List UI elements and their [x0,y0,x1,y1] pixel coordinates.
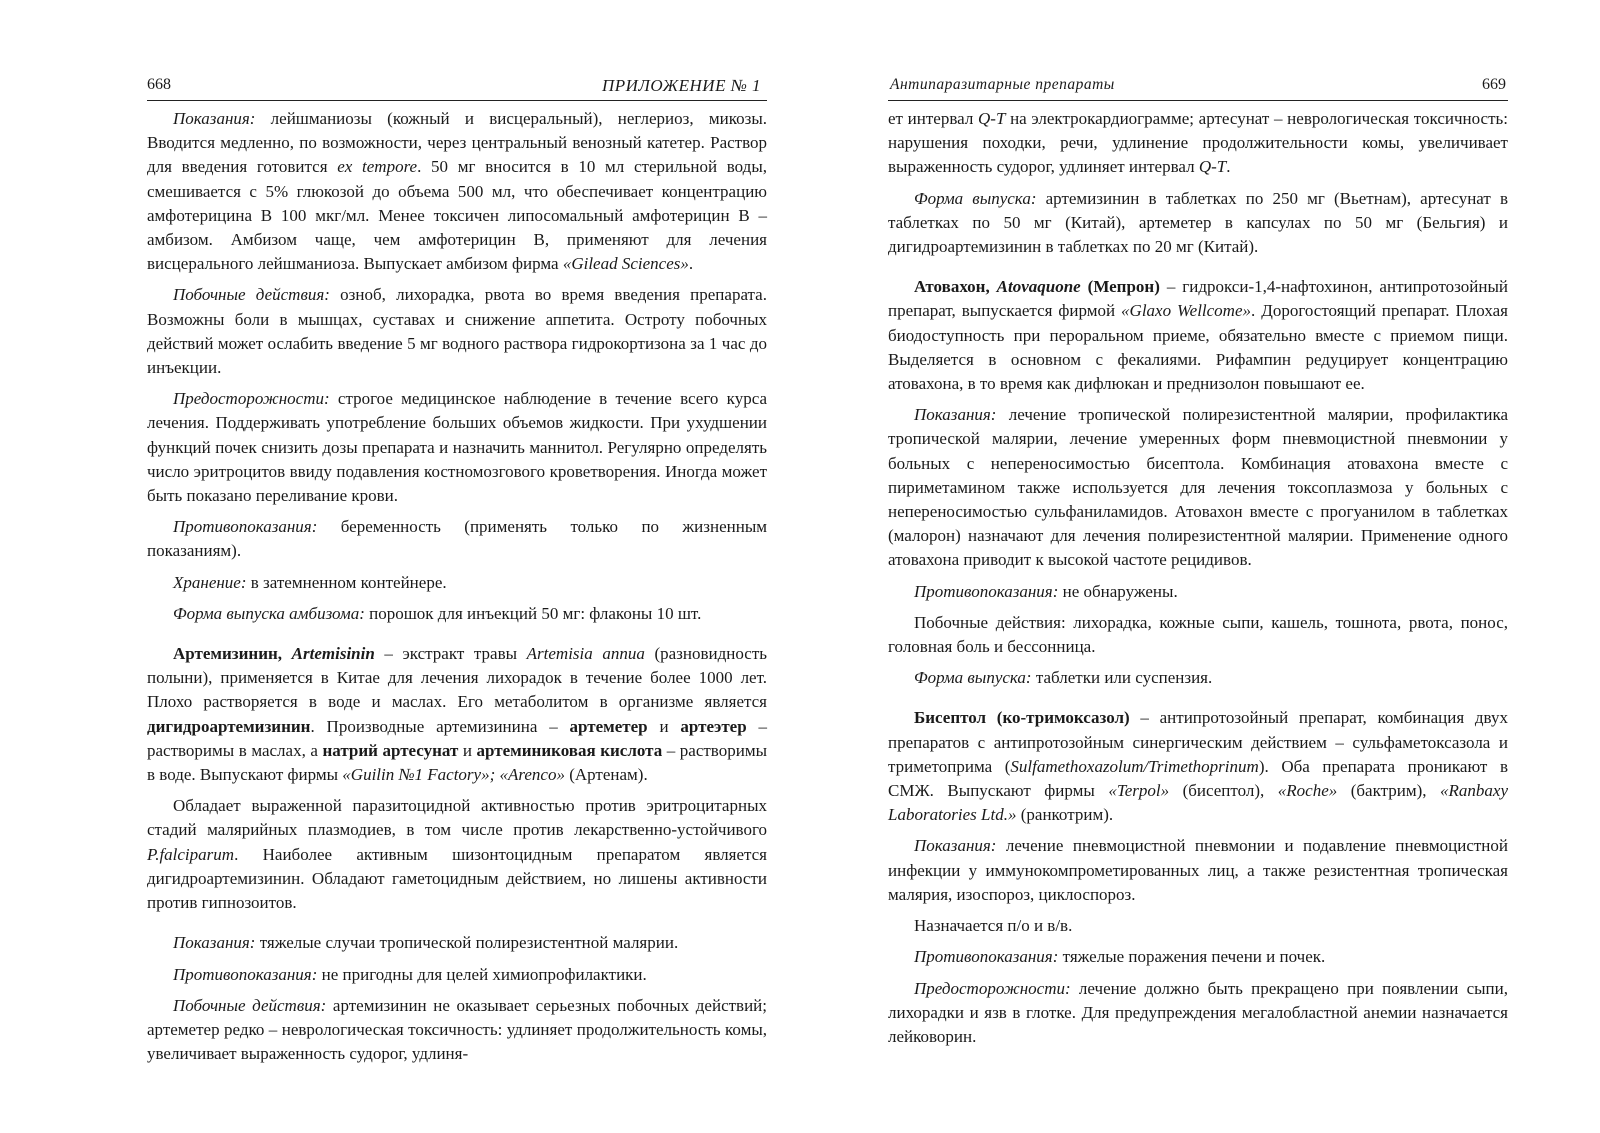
firm-name: «Roche» [1277,781,1338,801]
page-number: 668 [147,76,171,93]
text: беременность (применять только по жизненным показаниям). [147,517,767,561]
plant-name: Artemisia annua [526,644,645,664]
text: артемизинин не оказывает серьезных побочных действий; артеметер редко – неврологическая токсичность: удлиняет продолжительность комы, увеличивает выраженность судорог, удлиня- [147,995,767,1064]
derivative-name: артеминиковая кислота [476,740,663,760]
precautions-label: Предосторожности: [914,978,1071,998]
drug-latin-name: Sulfamethoxazolum/Trimethoprinum [1010,756,1259,776]
page-number: 669 [1482,76,1506,93]
firm-name: «Gilead Sciences» [562,254,689,274]
text: и [647,716,681,736]
derivative-name: натрий артесунат [322,740,459,760]
text: лечение должно быть прекращено при появлении сыпи, лихорадки и язв в глотке. Для предупреждения мегалобластной анемии назначается лейковорин. [888,978,1508,1046]
text: таблетки или суспензия. [1031,668,1213,688]
side-effects-label: Побочные действия: [173,285,330,305]
interval-label: Q-T [978,109,1006,128]
text: артемизинин в таблетках по 250 мг (Вьетнам), артесунат в таблетках по 50 мг (Китай), артеметер в капсулах по 50 мг (Бельгия) и дигидроартемизинин в таблетках по 20 мг (Китай). [888,188,1509,257]
text: порошок для инъекций 50 мг: флаконы 10 шт. [364,603,702,623]
biseptol-entry [888,706,1508,827]
form-label: Форма выпуска: [914,188,1037,208]
text: (разновидность полыни), применяется в Китае для лечения лихорадок в течение более 1000 лет. Плохо растворяется в воде и маслах. Его метаболитом в организме является [147,644,768,712]
artemisinin-continuation [888,107,1508,180]
text: тяжелые поражения печени и почек. [1058,947,1326,967]
firm-names: «Guilin №1 Factory»; «Arenco» [342,765,565,785]
text: – антипротозойный препарат, комбинация двух препаратов с антипротозойным синергическим действием – сульфаметоксазола и триметоприма ( [888,708,1508,776]
contraindications-label: Противопоказания: [173,517,318,537]
text: . [1226,157,1231,177]
derivative-name: артеэтер [680,716,747,736]
text: – растворимы в маслах, а [147,716,767,760]
text: не обнаружены. [1058,581,1178,601]
left-running-head [147,74,767,101]
atovaquone-form [888,666,1508,690]
amphotericin-precautions [147,387,767,508]
derivative-name: артеметер [569,716,648,736]
text: строгое медицинское наблюдение в течение всего курса лечения. Поддерживать употребление больших объемов жидкости. При ухудшении функций почек снизить дозы препарата и назначить маннитол. Регулярно определять число эритроцитов ввиду подавления костномозгового кроветворения. Иногда может быть показано переливание крови. [147,389,767,506]
text: (Артенам). [564,765,648,785]
species-name: P.falciparum [147,844,235,864]
firm-name: «Terpol» [1108,781,1170,801]
indications-label: Показания: [914,836,997,856]
text: . Производные артемизинина – [310,716,570,736]
running-title: ПРИЛОЖЕНИЕ № 1 [601,76,761,95]
text: не пригодны для целей химиопрофилактики. [317,964,647,984]
text: – растворимы в воде. Выпускают фирмы [147,740,767,785]
drug-latin-name: Artemisinin [291,644,375,664]
text: Обладает выраженной паразитоцидной активностью против эритроцитарных стадий малярийных плазмодиев, в том числе против лекарственно-устойчивого [147,796,767,840]
text: и [458,740,477,760]
text: . Наиболее активным шизонтоцидным препаратом является дигидроартемизинин. Обладают гаметоцидным действием, но лишены активности против гипнозоитов. [147,844,767,913]
text: – гидрокси-1,4-нафтохинон, антипротозойный препарат, выпускается фирмой [888,277,1509,321]
contraindications-label: Противопоказания: [914,947,1059,967]
right-running-head [888,74,1508,101]
side-effects-label: Побочные действия: [173,995,327,1015]
biseptol-route: Назначается п/о и в/в. [914,916,1073,936]
metabolite-name: дигидроартемизинин [147,716,311,736]
ambisome-form [147,602,767,626]
artemisinin-side-effects [147,994,767,1067]
amphotericin-storage [147,571,767,595]
text: (ранкотрим). [1016,805,1114,825]
right-page [888,0,1508,1133]
firm-name: «Ranbaxy Laboratories Ltd.» [888,781,1509,825]
amphotericin-indications [147,107,767,276]
text: лейшманиозы (кожный и висцеральный), неглериоз, микозы. Вводится медленно, по возможности, через центральный венозный катетер. Раствор для введения готовится [147,109,767,177]
text: ). Оба препарата проникают в СМЖ. Выпускают фирмы [888,756,1508,801]
artemisinin-indications [147,931,767,955]
biseptol-indications [888,834,1508,907]
text: ет интервал [888,109,978,128]
text: тяжелые случаи тропической полирезистентной малярии. [255,933,679,953]
atovaquone-side-effects: Побочные действия: лихорадка, кожные сыпи, кашель, тошнота, рвота, понос, головная боль и бессонница. [888,612,1508,657]
left-page [147,0,767,1133]
form-label: Форма выпуска амбизома: [173,603,365,623]
drug-name: Артемизинин, [173,644,283,664]
text: . 50 мг вносится в 10 мл стерильной воды, смешивается с 5% глюкозой до объема 500 мл, что обеспечивает концентрацию амфотерицина В 100 мкг/мл. Менее токсичен липосомальный амфотерицин В – амбизом. Амбизом чаще, чем амфотерицин В, применяют для лечения висцерального лейшманиоза. Выпускает амбизом фирма [147,157,767,274]
biseptol-contraindications [888,945,1508,969]
text: лечение пневмоцистной пневмонии и подавление пневмоцистной инфекции у иммунокомпрометированных лиц, а также резистентная тропическая малярия, изоспороз, циклоспороз. [888,836,1508,904]
text: – экстракт травы [374,644,527,664]
drug-name: Атовахон, [914,277,990,297]
text: (бактрим), [1337,781,1441,801]
storage-label: Хранение: [173,572,247,592]
firm-name: «Glaxo Wellcome» [1121,301,1252,321]
artemisinin-activity [147,794,767,915]
text: (бисептол), [1169,781,1278,801]
running-title: Антипаразитарные препараты [890,76,1115,93]
right-page-body [888,107,1508,1049]
text: на электрокардиограмме; артесунат – неврологическая токсичность: нарушения походки, речи, удлинение продолжительности комы, увеличивает выраженность судорог, удлиняет интервал [888,109,1508,177]
atovaquone-contraindications [888,580,1508,604]
interval-label: Q-T [1198,157,1227,177]
indications-label: Показания: [173,109,256,128]
drug-latin-name: Atovaquone [996,277,1081,297]
artemisinin-contraindications [147,963,767,987]
text: озноб, лихорадка, рвота во время введения препарата. Возможны боли в мышцах, суставах и снижение аппетита. Остроту побочных действий может ослабить введение 5 мг водного раствора гидрокортизона за 1 час до инъекции. [147,285,767,378]
precautions-label: Предосторожности: [173,389,330,409]
artemisinin-form [888,187,1508,260]
drug-name: Бисептол (ко-тримоксазол) [914,708,1130,728]
text: лечение тропической полирезистентной малярии, профилактика тропической малярии, лечение умеренных форм пневмоцистной пневмонии у больных с непереносимостью бисептола. Комбинация атовахона вместе с пириметамином также используется для лечения токсоплазмоза у больных с непереносимостью сульфаниламидов. Атовахон вместе с прогуанилом в таблетках (малорон) назначают для лечения полирезистентной малярии. Применение одного атовахона приводит к высокой частоте рецидивов. [888,405,1508,570]
latin-term: ex tempore [337,157,418,177]
amphotericin-side-effects [147,283,767,380]
text: . Дорогостоящий препарат. Плохая биодоступность при пероральном приеме, обязательно вместе с приемом пищи. Выделяется в основном с фекалиями. Рифампин редуцирует концентрацию атовахона, в то время как дифлюкан и преднизолон повышают ее. [888,301,1508,394]
text: . [688,254,694,274]
amphotericin-contraindications [147,515,767,563]
text: в затемненном контейнере. [246,572,447,592]
left-page-body [147,107,767,1066]
brand-name: (Мепрон) [1087,277,1160,297]
indications-label: Показания: [914,405,997,425]
contraindications-label: Противопоказания: [914,581,1059,601]
contraindications-label: Противопоказания: [173,964,318,984]
artemisinin-entry [147,642,767,787]
indications-label: Показания: [173,933,256,953]
form-label: Форма выпуска: [914,668,1032,688]
atovaquone-indications [888,403,1508,572]
biseptol-precautions [888,977,1508,1050]
atovaquone-entry [888,275,1508,396]
